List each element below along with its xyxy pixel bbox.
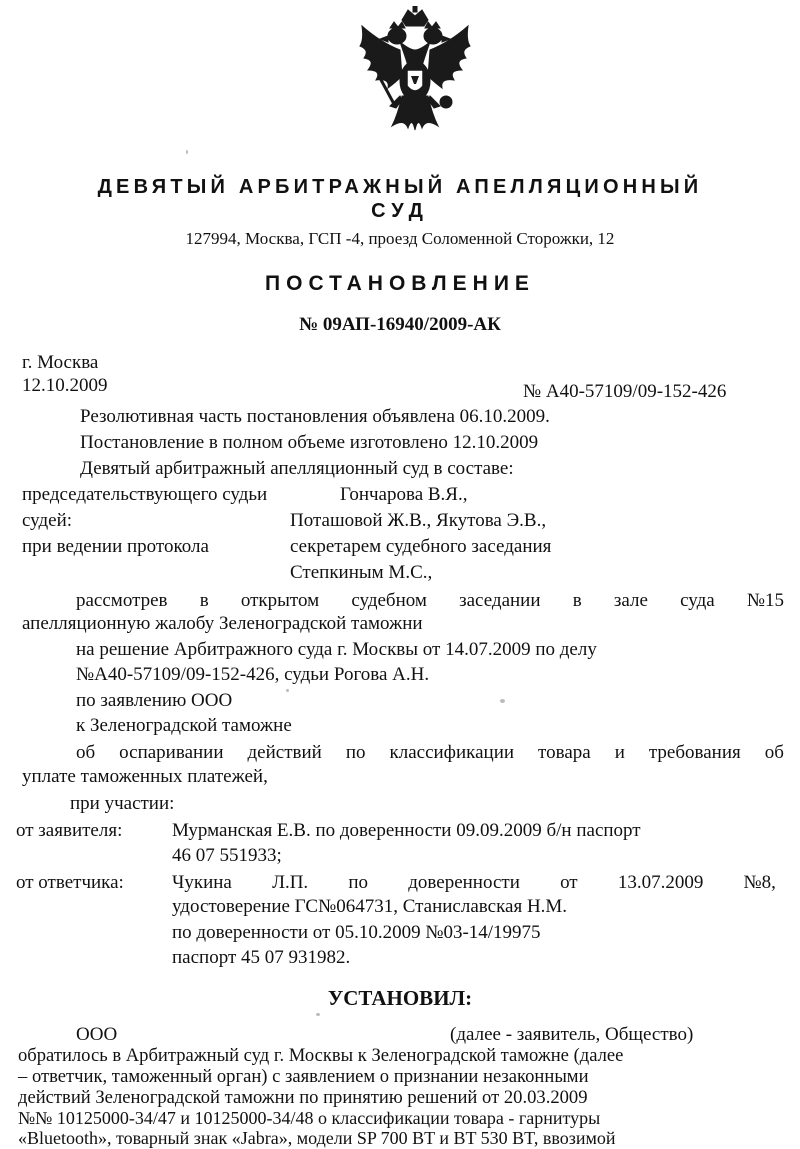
para-line-4: действий Зеленоградской таможни по принятию решений от 20.03.2009	[18, 1087, 588, 1108]
para-start: ООО	[76, 1024, 118, 1045]
protocol-label: при ведении протокола	[22, 536, 209, 557]
city: г. Москва	[22, 352, 99, 373]
judges-value: Поташовой Ж.В., Якутова Э.В.,	[290, 510, 547, 531]
respondent-line-3: по доверенности от 05.10.2009 №03-14/19975	[172, 922, 541, 943]
respondent-line-1: Чукина Л.П. по доверенности от 13.07.2009 №8,	[172, 872, 776, 893]
considered-line-1: рассмотрев в открытом судебном заседании в зале суда №15	[76, 590, 784, 611]
presiding-label: председательствующего судьи	[22, 484, 268, 505]
court-address: 127994, Москва, ГСП -4, проезд Соломенной Сторожки, 12	[185, 229, 615, 248]
para-line-6: «Bluetooth», товарный знак «Jabra», модели SP 700 BT и BT 530 BT, ввозимой	[18, 1128, 616, 1148]
document-title: ПОСТАНОВЛЕНИЕ	[265, 272, 535, 295]
scan-speck	[316, 1013, 320, 1016]
applicant-line-2: 46 07 551933;	[172, 845, 282, 866]
applicant-label: от заявителя:	[16, 820, 123, 841]
subject-line-1: об оспаривании действий по классификации товара и требования об	[76, 742, 784, 763]
participation-line: при участии:	[70, 793, 175, 814]
respondent-label: от ответчика:	[16, 872, 124, 893]
para-line-2: обратилось в Арбитражный суд г. Москвы к Зеленоградской таможне (далее	[18, 1045, 624, 1066]
protocol-value-1: секретарем судебного заседания	[290, 536, 552, 557]
established-heading: УСТАНОВИЛ:	[327, 986, 473, 1010]
document-number: № 09АП-16940/2009-АК	[299, 314, 501, 335]
decision-line-1: на решение Арбитражного суда г. Москвы от 14.07.2009 по делу	[76, 639, 597, 660]
decision-line-2: №А40-57109/09-152-426, судьи Рогова А.Н.	[76, 664, 430, 685]
presiding-value: Гончарова В.Я.,	[340, 484, 468, 505]
respondent-line: к Зеленоградской таможне	[76, 715, 292, 736]
court-name-line1: ДЕВЯТЫЙ АРБИТРАЖНЫЙ АПЕЛЛЯЦИОННЫЙ	[97, 176, 703, 198]
respondent-line-4: паспорт 45 07 931982.	[172, 947, 351, 968]
para-line-3: – ответчик, таможенный орган) с заявлением о признании незаконными	[18, 1066, 589, 1087]
intro-line-2: Постановление в полном объеме изготовлено 12.10.2009	[80, 432, 539, 453]
intro-line-3: Девятый арбитражный апелляционный суд в составе:	[80, 458, 514, 479]
scan-speck	[500, 699, 505, 703]
case-number: № А40-57109/09-152-426	[523, 381, 727, 402]
judges-label: судей:	[22, 510, 73, 531]
date: 12.10.2009	[22, 375, 108, 396]
coat-of-arms-emblem	[350, 6, 480, 146]
scan-speck	[286, 689, 289, 692]
applicant-line-1: Мурманская Е.В. по доверенности 09.09.2009 б/н паспорт	[172, 820, 641, 841]
application-line: по заявлению ООО	[76, 690, 233, 711]
considered-line-2: апелляционную жалобу Зеленоградской таможни	[22, 613, 423, 634]
para-line-5: №№ 10125000-34/47 и 10125000-34/48 о классификации товара - гарнитуры	[18, 1108, 601, 1128]
subject-line-2: уплате таможенных платежей,	[22, 766, 268, 787]
respondent-line-2: удостоверение ГС№064731, Станиславская Н.М.	[172, 896, 568, 917]
protocol-value-2: Степкиным М.С.,	[290, 562, 433, 583]
scan-speck	[186, 150, 188, 154]
intro-line-1: Резолютивная часть постановления объявлена 06.10.2009.	[80, 406, 550, 427]
court-name-line2: СУД	[371, 200, 429, 222]
para-line-1-end: (далее - заявитель, Общество)	[450, 1024, 694, 1045]
